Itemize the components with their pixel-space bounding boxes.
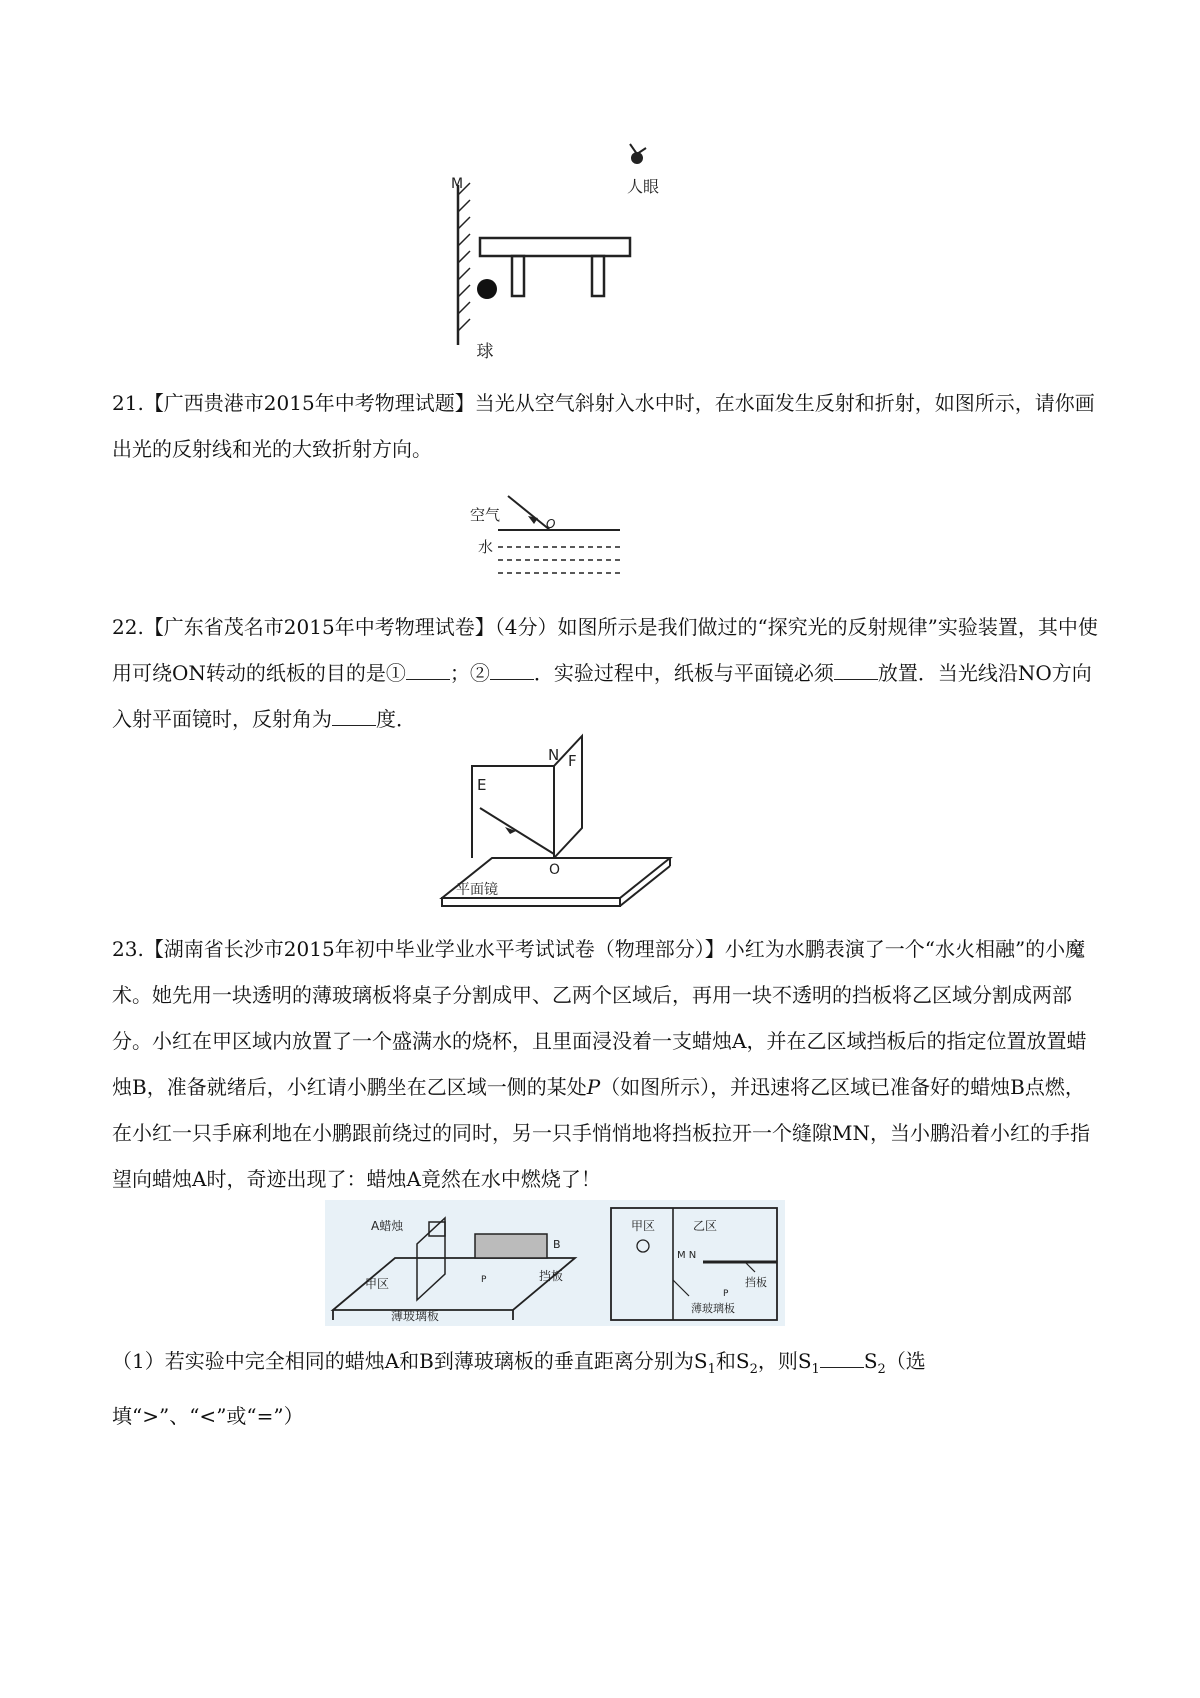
question-text: ，则S [757, 1349, 812, 1373]
label-b: B [553, 1238, 561, 1251]
answer-blank[interactable] [820, 1349, 864, 1368]
label-p: P [481, 1275, 487, 1285]
ball [477, 279, 497, 299]
point-label: O [546, 517, 556, 531]
question-text-2: （如图所示），并迅速将乙区域已准备好的蜡烛B点燃，在小红一只手麻利地在小鹏跟前绕过的同时，另一只手悄悄地将挡板拉开一个缝隙MN，当小鹏沿着小红的手指望向蜡烛A时，奇迹出现了：蜡烛A竟然在水中燃烧了！ [112, 1075, 1090, 1191]
ball-label: 球 [476, 342, 494, 362]
question-source: 【广西贵港市2015年中考物理试题】 [143, 391, 475, 415]
eye-label: 人眼 [626, 177, 660, 196]
question-source: 【广东省茂名市2015年中考物理试卷】 [143, 615, 495, 639]
table-top [480, 238, 630, 256]
label-baffle: 挡板 [539, 1269, 564, 1283]
answer-blank-3[interactable] [834, 661, 878, 680]
label-zone-jia: 甲区 [365, 1277, 390, 1291]
mirror-label: 平面镜 [456, 882, 498, 898]
question-text: 放置．当光线沿NO方向入射平面镜时，反射角为 [112, 661, 1092, 731]
figure-mirror-table [440, 140, 700, 390]
question-22 [112, 604, 1098, 742]
subscript: 1 [811, 1362, 820, 1377]
water-label: 水 [478, 538, 494, 556]
question-source: 【湖南省长沙市2015年初中毕业学业水平考试试卷（物理部分）】 [143, 937, 725, 961]
table-leg-right [592, 256, 604, 296]
question-text: 和S [715, 1349, 750, 1373]
table-leg-left [512, 256, 524, 296]
question-number: 21. [112, 391, 144, 415]
label-baffle-2: 挡板 [745, 1276, 767, 1289]
question-text: （4分）如图所示是我们做过的“探究光的反射规律”实验装置，其中使用可绕ON转动的纸板的目的是① [112, 615, 1098, 685]
question-text: （1）若实验中完全相同的蜡烛A和B到薄玻璃板的垂直距离分别为S [112, 1349, 708, 1373]
question-21 [112, 380, 1098, 472]
question-text: ．实验过程中，纸板与平面镜必须 [533, 661, 834, 685]
label-glass: 薄玻璃板 [391, 1309, 440, 1323]
label-n: N [548, 746, 560, 764]
candle-a [429, 1222, 445, 1236]
figure-refraction [470, 492, 650, 592]
label-candle-a: A蜡烛 [371, 1219, 404, 1233]
label-o: O [549, 862, 561, 878]
question-text: S [863, 1349, 878, 1373]
question-text: 小红为水鹏表演了一个“水火相融”的小魔术。她先用一块透明的薄玻璃板将桌子分割成甲、乙两个区域后，再用一块不透明的挡板将乙区域分割成两部分。小红在甲区域内放置了一个盛满水的烧杯，且里面浸没着一支蜡烛A，并在乙区域挡板后的指定位置放置蜡烛B，准备就绪后，小红请小鹏坐在乙区域一侧的某处 [112, 937, 1087, 1099]
point-p: P [586, 1075, 601, 1099]
label-zone-yi: 乙区 [693, 1219, 718, 1233]
question-text: （选填“>”、“<”或“=”） [112, 1349, 926, 1428]
question-text: 当光从空气斜射入水中时，在水面发生反射和折射，如图所示，请你画出光的反射线和光的大致折射方向。 [112, 391, 1095, 461]
question-number: 23. [112, 937, 144, 961]
subscript: 1 [707, 1362, 716, 1377]
air-label: 空气 [470, 506, 501, 524]
answer-blank-1[interactable] [406, 661, 450, 680]
label-p-2: P [723, 1289, 729, 1299]
baffle [475, 1234, 547, 1258]
eye-icon [630, 144, 646, 163]
subscript: 2 [877, 1362, 886, 1377]
answer-blank-4[interactable] [332, 707, 376, 726]
figure-reflection-apparatus [432, 730, 682, 926]
figure-magic-trick [325, 1200, 785, 1326]
answer-blank-2[interactable] [490, 661, 534, 680]
label-e: E [477, 776, 487, 794]
label-zone-jia-2: 甲区 [631, 1219, 656, 1233]
arrow-icon [528, 516, 538, 524]
label-mn: M N [677, 1250, 697, 1261]
subscript: 2 [749, 1362, 758, 1377]
label-glass-2: 薄玻璃板 [691, 1302, 735, 1315]
question-23 [112, 926, 1098, 1202]
question-number: 22. [112, 615, 144, 639]
glass-plate [417, 1218, 445, 1300]
mirror-label: M [450, 176, 464, 192]
question-text: ；② [449, 661, 490, 685]
question-text: 度． [376, 707, 416, 731]
label-f: F [568, 752, 577, 770]
candle-a-topview [637, 1240, 649, 1252]
question-23-1 [112, 1338, 1098, 1439]
